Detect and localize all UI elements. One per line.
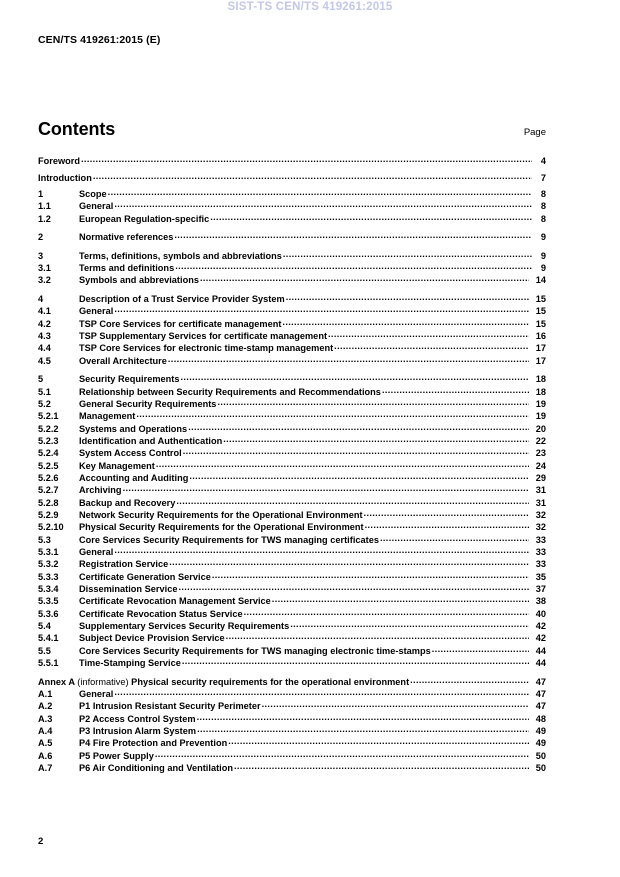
toc-leader-dots [282,318,529,327]
toc-entry[interactable] [38,762,546,774]
toc-entry-label [38,677,410,687]
toc-leader-dots [290,620,529,629]
toc-leader-dots [156,460,529,469]
toc-leader-dots [174,231,532,240]
toc-entry[interactable] [38,521,546,533]
toc-entry-number: 1 [38,189,44,199]
toc-leader-dots [188,423,529,432]
toc-leader-dots [364,509,529,518]
toc-entry-page-number: 32 [535,510,546,520]
toc-entry-label: Normative references [79,232,174,243]
toc-entry-label: Core Services Security Requirements for TWS managing electronic time-stamps [79,645,431,656]
toc-entry-number: 5.4.1 [38,633,59,644]
toc-leader-dots [334,342,529,351]
toc-entry-number: 5.5.1 [38,658,59,669]
toc-entry[interactable] [38,155,546,172]
toc-leader-dots [114,200,532,209]
toc-entry-number: 3 [38,250,44,261]
table-of-contents [38,155,546,774]
document-header-id: CEN/TS 419261:2015 (E) [38,34,161,46]
toc-entry-page-number: 9 [540,263,546,274]
toc-entry-number: 5.3.4 [38,584,59,595]
toc-entry[interactable] [38,583,546,595]
toc-entry-label: Introduction [38,172,92,183]
toc-entry-label: Physical Security Requirements for the Operational Environment [79,522,364,533]
toc-entry-number: 5.2.10 [38,522,64,533]
toc-entry-page-number: 50 [535,763,546,774]
toc-entry-number: 4.5 [38,355,51,366]
toc-leader-dots [136,410,529,419]
toc-entry-number: A.5 [38,738,53,749]
toc-leader-dots [197,713,529,722]
toc-entry-label: Identification and Authentication [79,435,223,446]
toc-entry[interactable] [38,318,546,330]
toc-entry-number: 5.2.6 [38,472,59,483]
toc-entry-page-number: 9 [540,250,546,261]
toc-entry[interactable] [38,262,546,274]
toc-entry-number: 5.2.9 [38,510,59,520]
toc-leader-dots [114,546,529,555]
toc-entry-number: 5.5 [38,645,51,656]
toc-entry-number: 5.2.4 [38,448,59,459]
toc-leader-dots [123,484,529,493]
toc-leader-dots [81,155,532,164]
toc-entry-number: 5.2.2 [38,423,59,434]
toc-entry-number: 5.2 [38,398,51,409]
toc-leader-dots [244,608,529,617]
toc-entry-label: P4 Fire Protection and Prevention [79,738,228,749]
toc-entry-label: General [79,201,114,212]
toc-entry-label: Symbols and abbreviations [79,275,199,286]
toc-entry-number: 5.3.1 [38,547,59,558]
toc-leader-dots [432,645,529,654]
toc-entry-label: Systems and Operations [79,423,188,434]
toc-entry-number: 4.2 [38,318,51,329]
toc-entry-number: 5.4 [38,621,51,632]
annex-label-prefix: Annex A [38,676,78,687]
watermark-text: SIST-TS CEN/TS 419261:2015 [227,1,393,13]
toc-entry-number: A.6 [38,750,53,761]
toc-entry-label: P3 Intrusion Alarm System [79,726,197,737]
toc-entry-page-number: 44 [535,645,546,656]
toc-leader-dots [234,762,529,771]
toc-entry[interactable] [38,750,546,762]
annex-label-informative: (informative) [77,676,129,687]
toc-entry-label: General [79,547,114,558]
toc-entry-page-number: 50 [535,750,546,761]
toc-entry-page-number: 35 [535,571,546,582]
toc-leader-dots [262,700,529,709]
toc-entry[interactable] [38,435,546,447]
toc-leader-dots [380,534,529,543]
toc-entry-page-number: 32 [535,522,546,533]
toc-entry[interactable] [38,645,546,657]
toc-leader-dots [210,213,532,222]
toc-entry[interactable] [38,231,546,243]
toc-entry-label: P1 Intrusion Resistant Security Perimeter [79,701,261,712]
toc-entry-label: TSP Supplementary Services for certificate management [79,331,328,341]
toc-leader-dots [223,435,529,444]
toc-entry[interactable] [38,188,546,200]
toc-entry[interactable] [38,472,546,484]
toc-entry-page-number: 19 [535,411,546,422]
toc-entry-page-number: 44 [535,658,546,669]
toc-entry-page-number: 29 [535,472,546,483]
toc-entry-label: Core Services Security Requirements for TWS managing certificates [79,534,379,545]
toc-entry-number: 5.3.6 [38,608,59,619]
toc-entry-label: Certificate Generation Service [79,571,211,582]
toc-entry[interactable] [38,172,546,189]
toc-entry-page-number: 22 [535,435,546,446]
toc-entry-number: A.4 [38,726,53,737]
toc-leader-dots [365,521,529,530]
toc-entry-label: Description of a Trust Service Provider System [79,293,285,304]
toc-entry-page-number: 16 [535,331,546,341]
toc-entry-label: P5 Power Supply [79,750,154,761]
toc-entry[interactable] [38,546,546,558]
toc-leader-dots [217,398,529,407]
toc-entry[interactable] [38,305,546,317]
toc-leader-dots [212,571,529,580]
toc-entry-label: Time-Stamping Service [79,658,181,669]
toc-entry-page-number: 38 [535,596,546,607]
toc-entry[interactable] [38,213,546,225]
toc-leader-dots [197,725,529,734]
toc-entry-page-number: 33 [535,547,546,558]
toc-entry-label: Subject Device Provision Service [79,633,225,644]
toc-leader-dots [200,274,529,283]
toc-entry-label: Certificate Revocation Status Service [79,608,243,619]
toc-entry-page-number: 18 [535,386,546,397]
toc-entry[interactable] [38,447,546,459]
toc-entry-number: 2 [38,232,44,243]
toc-entry-page-number: 24 [535,460,546,471]
toc-entry[interactable] [38,700,546,712]
toc-entry-label: P2 Access Control System [79,713,196,724]
toc-entry-page-number: 23 [535,448,546,459]
toc-entry-number: 4.1 [38,306,51,317]
toc-entry-label: Terms, definitions, symbols and abbreviations [79,250,282,261]
toc-entry[interactable] [38,713,546,725]
footer-page-number: 2 [38,836,44,847]
toc-entry[interactable] [38,509,546,521]
toc-entry[interactable] [38,250,546,262]
toc-leader-dots [189,472,529,481]
toc-leader-dots [181,373,530,382]
toc-entry-label: System Access Control [79,448,182,459]
toc-leader-dots [114,305,529,314]
toc-leader-dots [286,293,529,302]
toc-leader-dots [182,657,529,666]
toc-entry-label: Backup and Recovery [79,497,176,508]
toc-leader-dots [176,497,529,506]
toc-entry-label: Archiving [79,485,122,496]
toc-entry-label: European Regulation-specific [79,213,210,224]
toc-entry-number: 5.3.3 [38,571,59,582]
toc-entry-page-number: 4 [540,156,546,166]
toc-entry-label: P6 Air Conditioning and Ventilation [79,763,233,774]
toc-entry-label: General [79,689,114,699]
toc-leader-dots [283,250,532,259]
toc-leader-dots [114,688,529,697]
toc-entry-number: 4 [38,293,44,304]
toc-entry-label: General Security Requirements [79,398,217,409]
toc-entry-page-number: 49 [535,726,546,737]
toc-entry-page-number: 47 [535,701,546,712]
toc-entry-page-number: 19 [535,398,546,409]
toc-entry[interactable] [38,608,546,620]
toc-entry-label: Foreword [38,156,81,166]
annex-label-suffix: Physical security requirements for the operational environment [128,676,410,687]
toc-entry-label: Overall Architecture [79,355,167,366]
toc-entry[interactable] [38,534,546,546]
toc-entry-page-number: 49 [535,738,546,749]
toc-entry-number: 5.3 [38,534,51,545]
toc-entry-page-number: 20 [535,423,546,434]
toc-leader-dots [108,188,532,197]
toc-leader-dots [175,262,532,271]
toc-entry-label: TSP Core Services for certificate management [79,318,282,329]
toc-entry[interactable] [38,423,546,435]
toc-entry-page-number: 15 [535,306,546,317]
toc-entry-page-number: 48 [535,713,546,724]
page-title: Contents [38,119,116,139]
toc-entry-page-number: 17 [535,355,546,366]
toc-entry[interactable] [38,657,546,669]
toc-entry-label: Accounting and Auditing [79,472,189,483]
contents-heading-row [38,119,546,140]
toc-entry-label: Dissemination Service [79,584,178,595]
toc-entry-label: General [79,306,114,317]
toc-entry-number: 4.4 [38,343,51,354]
toc-entry-page-number: 7 [540,172,546,183]
toc-entry[interactable] [38,484,546,496]
toc-entry[interactable] [38,386,546,398]
toc-entry-label: TSP Core Services for electronic time-stamp management [79,343,334,354]
toc-entry-page-number: 31 [535,485,546,496]
toc-entry-number: 5.3.5 [38,596,59,607]
toc-entry-page-number: 8 [540,189,546,199]
toc-entry-page-number: 47 [535,676,546,687]
toc-entry-number: 5.2.8 [38,497,59,508]
toc-entry-number: 4.3 [38,331,51,341]
toc-entry[interactable] [38,595,546,607]
toc-leader-dots [169,558,529,567]
toc-entry-label: Relationship between Security Requirements and Recommendations [79,386,381,397]
toc-entry-label: Scope [79,189,107,199]
toc-entry-number: 3.1 [38,263,51,274]
toc-entry[interactable] [38,274,546,286]
toc-entry[interactable] [38,460,546,472]
toc-entry-label: Certificate Revocation Management Service [79,596,271,607]
toc-entry[interactable] [38,373,546,385]
toc-entry-label: Key Management [79,460,155,471]
toc-entry[interactable] [38,725,546,737]
toc-entry-number: A.7 [38,763,53,774]
toc-leader-dots [178,583,529,592]
toc-entry-number: 1.2 [38,213,51,224]
toc-entry[interactable] [38,355,546,367]
page-column-label: Page [523,127,546,138]
toc-entry-page-number: 33 [535,559,546,570]
toc-leader-dots [155,750,529,759]
toc-entry-label: Terms and definitions [79,263,175,274]
toc-entry-page-number: 42 [535,633,546,644]
toc-entry-number: 5.2.7 [38,485,59,496]
toc-entry-page-number: 37 [535,584,546,595]
toc-entry[interactable] [38,737,546,749]
toc-entry-label: Supplementary Services Security Requirements [79,621,290,632]
toc-entry-page-number: 8 [540,201,546,212]
toc-entry-label: Network Security Requirements for the Operational Environment [79,510,363,520]
toc-entry[interactable] [38,330,546,342]
toc-leader-dots [93,172,532,181]
toc-entry-number: A.1 [38,689,53,699]
toc-entry[interactable] [38,688,546,700]
toc-entry-label: Security Requirements [79,374,180,385]
toc-entry-page-number: 15 [535,293,546,304]
toc-entry-number: 3.2 [38,275,51,286]
toc-entry[interactable] [38,293,546,305]
toc-entry-number: 5 [38,374,44,385]
toc-entry-number: A.2 [38,701,53,712]
toc-entry-number: 5.2.5 [38,460,59,471]
toc-entry-number: 5.2.1 [38,411,59,422]
toc-entry-page-number: 18 [535,374,546,385]
toc-entry-label: Registration Service [79,559,169,570]
toc-entry-number: A.3 [38,713,53,724]
toc-entry-number: 5.3.2 [38,559,59,570]
toc-entry[interactable] [38,676,546,688]
toc-entry[interactable] [38,558,546,570]
toc-entry-page-number: 17 [535,343,546,354]
toc-entry[interactable] [38,632,546,644]
toc-entry-label: Management [79,411,136,422]
toc-entry-page-number: 40 [535,608,546,619]
toc-entry-page-number: 42 [535,621,546,632]
toc-entry-page-number: 47 [535,689,546,699]
toc-entry[interactable] [38,398,546,410]
toc-leader-dots [382,386,529,395]
toc-leader-dots [328,330,529,339]
toc-leader-dots [226,632,529,641]
toc-entry-page-number: 14 [535,275,546,286]
toc-leader-dots [168,355,529,364]
toc-entry[interactable] [38,571,546,583]
toc-entry-number: 1.1 [38,201,51,212]
toc-leader-dots [228,737,529,746]
toc-entry-page-number: 15 [535,318,546,329]
toc-entry[interactable] [38,497,546,509]
toc-entry[interactable] [38,342,546,354]
toc-entry[interactable] [38,410,546,422]
toc-leader-dots [183,447,529,456]
toc-entry-page-number: 33 [535,534,546,545]
toc-entry-page-number: 31 [535,497,546,508]
toc-entry-page-number: 9 [540,232,546,243]
toc-entry[interactable] [38,620,546,632]
toc-leader-dots [272,595,529,604]
toc-entry-number: 5.2.3 [38,435,59,446]
toc-leader-dots [410,676,529,685]
toc-entry[interactable] [38,200,546,212]
toc-entry-number: 5.1 [38,386,51,397]
toc-entry-page-number: 8 [540,213,546,224]
